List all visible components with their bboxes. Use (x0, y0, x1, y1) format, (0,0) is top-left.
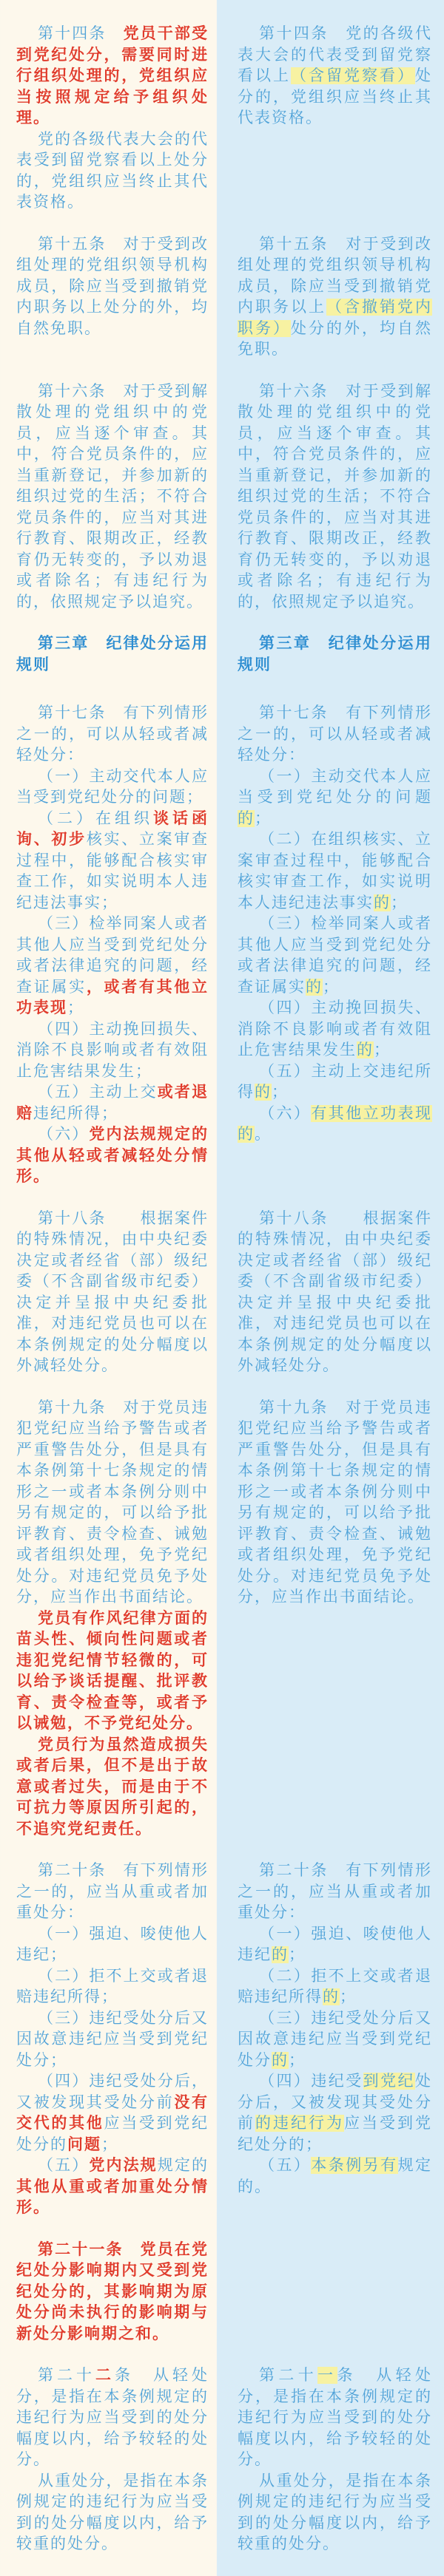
added-text-highlight: 的 (272, 2051, 289, 2069)
article-paragraph (16, 1966, 209, 2008)
right-version-cell (217, 1398, 444, 1861)
body-text: 第十八条 根据案件的特殊情况，由中央纪委决定或者经省（部）级纪委（不含副省级市纪委）决定并呈报中央纪委批准，对违纪党员也可以在本条例规定的处分幅度以外减轻处分。 (16, 1209, 209, 1374)
article-paragraph (238, 998, 432, 1061)
article-paragraph (16, 2365, 209, 2471)
body-text: ； (340, 1988, 357, 2005)
article-paragraph (16, 234, 209, 340)
body-text: （五） (259, 2157, 312, 2174)
right-version-cell (217, 2240, 444, 2366)
article-paragraph (16, 809, 209, 914)
body-text: 第二十条 有下列情形之一的，应当从重或者加重处分： (238, 1862, 432, 1921)
body-text: （三）检举同案人或者其他人应当受到党纪处分或者法律追究的问题，经查证属实 (238, 915, 432, 996)
article-paragraph (238, 767, 432, 830)
added-text-highlight: 的 (238, 809, 255, 827)
article-paragraph (238, 1104, 432, 1146)
added-text-highlight: 的 (255, 1084, 272, 1101)
added-text-highlight: 的 (323, 1988, 340, 2005)
article-paragraph (16, 1398, 209, 1608)
article-paragraph (238, 2008, 432, 2072)
body-text: 党的各级代表大会的代表受到留党察看以上处分的，党组织应当终止其代表资格。 (16, 130, 209, 211)
deleted-text: 或者退赔 (16, 1084, 209, 1122)
body-text: ； (323, 978, 340, 996)
article-paragraph (238, 2071, 432, 2155)
body-text: 第十七条 有下列情形之一的，可以从轻或者减轻处分： (16, 704, 209, 764)
body-text: （五） (38, 2157, 90, 2174)
chapter-heading-text: 第三章 纪律处分运用规则 (16, 635, 209, 673)
article-paragraph (16, 914, 209, 1019)
deleted-text: 党员干部受到党纪处分，需要同时进行组织处理的，党组织应当按照规定给予组织处理。 (16, 25, 209, 126)
body-text: 。 (255, 1126, 272, 1143)
body-text: 第十六条 对于受到解散处理的党组织中的党员，应当逐个审查。其中，符合党员条件的，应当重新登记，并参加新的组织过党的生活；不符合党员条件的，应当对其进行教育、限期改正，经教育仍无转变的，予以劝退或者除名；有违纪行为的，依照规定予以追究。 (16, 382, 209, 611)
body-text: 第十四条 (38, 25, 124, 42)
right-version-cell (217, 234, 444, 381)
article-paragraph (16, 381, 209, 614)
body-text: （一）强迫、唆使他人违纪 (238, 1925, 432, 1963)
right-version-cell (217, 1860, 444, 2240)
right-version-cell (217, 2365, 444, 2576)
body-text: （六） (259, 1104, 312, 1122)
body-text: 处分的，党组织应当终止其代表资格。 (238, 67, 432, 126)
right-version-cell (217, 633, 444, 703)
article-paragraph (238, 2365, 432, 2471)
body-text: 第十四条 党的各级代表大会的代表受到留党察看以上 (238, 25, 432, 84)
article-paragraph (16, 1124, 209, 1188)
body-text: （六） (38, 1126, 90, 1143)
left-version-cell (0, 2365, 217, 2576)
body-text: 第二十条 有下列情形之一的，应当从重或者加重处分： (16, 1862, 209, 1921)
article-paragraph (238, 703, 432, 767)
body-text: 应当受到党纪处分的； (238, 2115, 432, 2153)
left-version-cell (0, 381, 217, 634)
article-paragraph (16, 1209, 209, 1377)
body-text: ； (101, 2135, 118, 2153)
added-text-highlight: 到党纪 (363, 2073, 416, 2090)
body-text: 从重处分，是指在本条例规定的违纪行为应当受到的处分幅度以内，给予较重的处分。 (16, 2472, 209, 2552)
added-text-highlight: 的 (374, 894, 391, 911)
body-text: （五）主动上交 (38, 1084, 158, 1101)
article-paragraph (238, 1860, 432, 1924)
left-version-cell (0, 703, 217, 1209)
body-text: （三）检举同案人或者其他人应当受到党纪处分或者法律追究的问题，经查证属实 (16, 915, 209, 996)
body-text: ； (391, 894, 408, 911)
deleted-text: 其他从重或者加重处分情形。 (16, 2178, 209, 2216)
article-paragraph (238, 1061, 432, 1104)
article-paragraph (238, 1209, 432, 1377)
body-text: （三）违纪受处分后又因故意违纪应当受到党纪处分 (238, 2009, 432, 2069)
body-text: 第十九条 对于党员违犯党纪应当给予警告或者严重警告处分，但是具有本条例第十七条规定的情形之一或者本条例分则中另有规定的，可以给予批评教育、责令检查、诫勉或者组织处理，免予党纪处分。对违纪党员免予处分，应当作出书面结论。 (238, 1399, 432, 1605)
right-version-cell (217, 24, 444, 234)
left-version-cell (0, 24, 217, 234)
added-text-highlight: 的 (272, 1946, 289, 1963)
article-paragraph (16, 1082, 209, 1124)
article-paragraph (238, 829, 432, 914)
deleted-text: ，或者有其他立功表现 (16, 978, 209, 1016)
article-paragraph (238, 234, 432, 361)
article-paragraph (16, 1860, 209, 1924)
body-text: 条 从轻处分，是指在本条例规定的违纪行为应当受到的处分幅度以内，给予较轻的处分。 (16, 2367, 209, 2468)
body-text: 处分后，又被发现其受处分前 (238, 2073, 433, 2132)
article-paragraph (16, 2071, 209, 2155)
left-version-cell (0, 2240, 217, 2366)
body-text: （四）违纪受 (259, 2073, 363, 2090)
left-version-cell (0, 1860, 217, 2240)
added-text-highlight: 的 (306, 978, 323, 996)
right-version-cell (217, 703, 444, 1209)
article-paragraph (16, 129, 209, 214)
body-text: （四）违纪受处分后，又被发现其受处分前 (16, 2073, 209, 2111)
body-text: （二）拒不上交或者退赔违纪所得； (16, 1967, 209, 2005)
body-text: ； (289, 2051, 306, 2069)
deleted-text: 党员有作风纪律方面的苗头性、倾向性问题或者违犯党纪情节轻微的，可以给予谈话提醒、批评教育、责令检查等，或者予以诫勉，不予党纪处分。 (16, 1609, 209, 1732)
body-text: 应当受到党纪处分的 (16, 2115, 209, 2153)
body-text: 处分的外，均自然免职。 (238, 319, 432, 358)
article-paragraph (238, 381, 432, 614)
added-text-highlight: 一 (317, 2367, 337, 2384)
body-text: （五）主动上交违纪所得 (238, 1062, 432, 1101)
body-text: （三）违纪受处分后又因故意违纪应当受到党纪处分； (16, 2009, 209, 2069)
article-paragraph (16, 1735, 209, 1841)
article-paragraph (238, 914, 432, 998)
chapter-heading-text: 第三章 纪律处分运用规则 (238, 635, 432, 673)
left-version-cell (0, 1398, 217, 1861)
article-paragraph (238, 2155, 432, 2198)
deleted-text: 二 (95, 2367, 115, 2384)
deleted-text: 没有交代的其他 (16, 2093, 209, 2132)
article-paragraph (238, 1966, 432, 2008)
chapter-heading (238, 633, 432, 676)
body-text: 规定的 (157, 2157, 209, 2174)
body-text: 核实、立案审查过程中，能够配合核实审查工作，如实说明本人违纪违法事实； (16, 831, 209, 911)
article-paragraph (16, 24, 209, 129)
article-paragraph (16, 1608, 209, 1735)
body-text: （二）在组织核实、立案审查过程中，能够配合核实审查工作，如实说明本人违纪违法事实 (238, 831, 432, 911)
article-paragraph (238, 2471, 432, 2555)
added-text-highlight: 本条例另有 (311, 2157, 398, 2174)
body-text: 规定的。 (238, 2157, 433, 2195)
body-text: （四）主动挽回损失、消除不良影响或者有效阻止危害结果发生 (238, 999, 432, 1058)
deleted-text: 第二十一条 党员在党纪处分影响期内又受到党纪处分的，其影响期为原处分尚未执行的影响期与新处分影响期之和。 (16, 2240, 209, 2342)
article-paragraph (16, 703, 209, 767)
article-paragraph (238, 1398, 432, 1608)
article-paragraph (238, 24, 432, 129)
deleted-text: 党内法规规定的其他从轻或者减轻处分情形。 (16, 1126, 209, 1185)
body-text: 第十九条 对于党员违犯党纪应当给予警告或者严重警告处分，但是具有本条例第十七条规定的情形之一或者本条例分则中另有规定的，可以给予批评教育、责令检查、诫勉或者组织处理，免予党纪处分。对违纪党员免予处分，应当作出书面结论。 (16, 1399, 209, 1605)
deleted-text: 党内法规 (89, 2157, 158, 2174)
added-text-highlight: 的 (357, 1041, 374, 1058)
deleted-text: 问题 (67, 2135, 101, 2153)
article-paragraph (16, 767, 209, 809)
left-version-cell (0, 633, 217, 703)
body-text: ； (374, 1041, 391, 1058)
body-text: 第十七条 有下列情形之一的，可以从轻或者减轻处分： (238, 704, 432, 764)
article-paragraph (16, 2155, 209, 2219)
article-paragraph (16, 1019, 209, 1083)
body-text: （二）在组织 (38, 809, 153, 827)
body-text: 条 从轻处分，是指在本条例规定的违纪行为应当受到的处分幅度以内，给予较轻的处分。 (238, 2367, 432, 2468)
article-paragraph (16, 2471, 209, 2555)
body-text: （一）主动交代本人应当受到党纪处分的问题 (238, 767, 432, 806)
article-paragraph (16, 2240, 209, 2345)
body-text: 第十五条 对于受到改组处理的党组织领导机构成员，除应当受到撤销党内职务以上处分的外，均自然免职。 (16, 235, 209, 337)
body-text: ； (272, 1084, 289, 1101)
body-text: （一）主动交代本人应当受到党纪处分的问题； (16, 767, 209, 806)
article-paragraph (238, 1924, 432, 1966)
body-text: ； (289, 1946, 306, 1963)
body-text: ； (67, 999, 84, 1016)
deleted-text: 党员行为虽然造成损失或者后果，但不是出于故意或者过失，而是由于不可抗力等原因所引起的，不追究党纪责任。 (16, 1736, 209, 1838)
added-text-highlight: 有其他立功表现的 (238, 1104, 433, 1143)
body-text: （四）主动挽回损失、消除不良影响或者有效阻止危害结果发生； (16, 1020, 209, 1080)
left-version-cell (0, 234, 217, 381)
body-text: 第二十 (38, 2367, 95, 2384)
body-text: 从重处分，是指在本条例规定的违纪行为应当受到的处分幅度以内，给予较重的处分。 (238, 2472, 432, 2552)
left-version-cell (0, 1209, 217, 1398)
body-text: ； (255, 809, 272, 827)
body-text: （二）拒不上交或者退赔违纪所得 (238, 1967, 432, 2005)
article-paragraph (16, 2008, 209, 2072)
chapter-heading (16, 633, 209, 676)
body-text: 第十八条 根据案件的特殊情况，由中央纪委决定或者经省（部）级纪委（不含副省级市纪委）决定并呈报中央纪委批准，对违纪党员也可以在本条例规定的处分幅度以外减轻处分。 (238, 1209, 432, 1374)
right-version-cell (217, 1209, 444, 1398)
right-version-cell (217, 381, 444, 634)
article-paragraph (16, 1924, 209, 1966)
deleted-text: 谈话函询、初步 (16, 809, 209, 848)
body-text: 第二十 (259, 2367, 318, 2384)
body-text: 第十六条 对于受到解散处理的党组织中的党员，应当逐个审查。其中，符合党员条件的，应当重新登记，并参加新的组织过党的生活；不符合党员条件的，应当对其进行教育、限期改正，经教育仍无转变的，予以劝退或者除名；有违纪行为的，依照规定予以追究。 (238, 382, 432, 611)
added-text-highlight: 的违纪行为 (255, 2115, 344, 2132)
body-text: 违纪所得； (33, 1104, 118, 1122)
body-text: 第十五条 对于受到改组处理的党组织领导机构成员，除应当受到撤销党内职务以上 (238, 235, 432, 316)
added-text-highlight: （含留党察看） (291, 67, 415, 84)
body-text: （一）强迫、唆使他人违纪； (16, 1925, 209, 1963)
added-text-highlight: （含撤销党内职务） (238, 299, 432, 337)
